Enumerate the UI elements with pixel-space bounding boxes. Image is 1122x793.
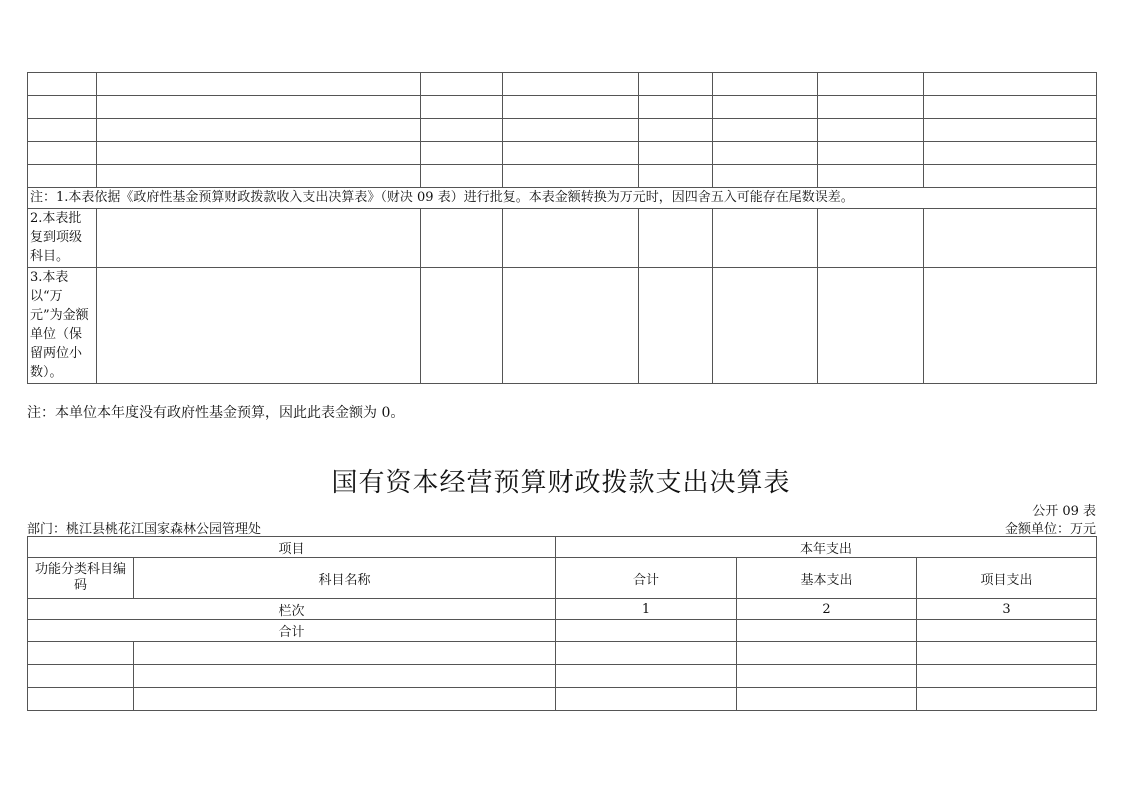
header-row xyxy=(28,537,1097,558)
lanci-3: 3 xyxy=(917,599,1097,620)
row-label-total: 合计 xyxy=(28,620,556,642)
col-header-name: 科目名称 xyxy=(134,558,556,599)
note-1: 注：1.本表依据《政府性基金预算财政拨款收入支出决算表》（财决 09 表）进行批复。本表金额转换为万元时，因四舍五入可能存在尾数误差。 xyxy=(28,188,1097,209)
header-row xyxy=(28,558,1097,599)
table-row xyxy=(28,119,1097,142)
col-header-basic: 基本支出 xyxy=(737,558,917,599)
note-3: 3.本表以“万元”为金额单位（保留两位小数）。 xyxy=(28,268,97,384)
expense-table xyxy=(27,536,1097,711)
lanci-2: 2 xyxy=(737,599,917,620)
header-project: 项目 xyxy=(28,537,556,558)
table-row xyxy=(28,665,1097,688)
table-row xyxy=(28,142,1097,165)
header-year-expense: 本年支出 xyxy=(556,537,1097,558)
table-row xyxy=(28,688,1097,711)
lanci-row xyxy=(28,599,1097,620)
note-2: 2.本表批复到项级科目。 xyxy=(28,209,97,268)
table-row xyxy=(28,96,1097,119)
amount-unit-label: 金额单位：万元 xyxy=(1004,522,1096,537)
page-title: 国有资本经营预算财政拨款支出决算表 xyxy=(331,468,791,498)
table-row xyxy=(28,642,1097,665)
previous-table xyxy=(27,72,1097,384)
col-header-project: 项目支出 xyxy=(917,558,1097,599)
table-row xyxy=(28,73,1097,96)
note-row xyxy=(28,268,1097,384)
note-row xyxy=(28,188,1097,209)
col-header-total: 合计 xyxy=(556,558,737,599)
lanci-1: 1 xyxy=(556,599,737,620)
note-row xyxy=(28,209,1097,268)
department-label: 部门：桃江县桃花江国家森林公园管理处 xyxy=(27,522,262,537)
col-header-code: 功能分类科目编码 xyxy=(28,558,134,599)
total-row xyxy=(28,620,1097,642)
form-code: 公开 09 表 xyxy=(1032,504,1096,519)
zero-amount-notice: 注：本单位本年度没有政府性基金预算，因此此表金额为 0。 xyxy=(27,405,405,421)
row-label-lanci: 栏次 xyxy=(28,599,556,620)
table-row xyxy=(28,165,1097,188)
